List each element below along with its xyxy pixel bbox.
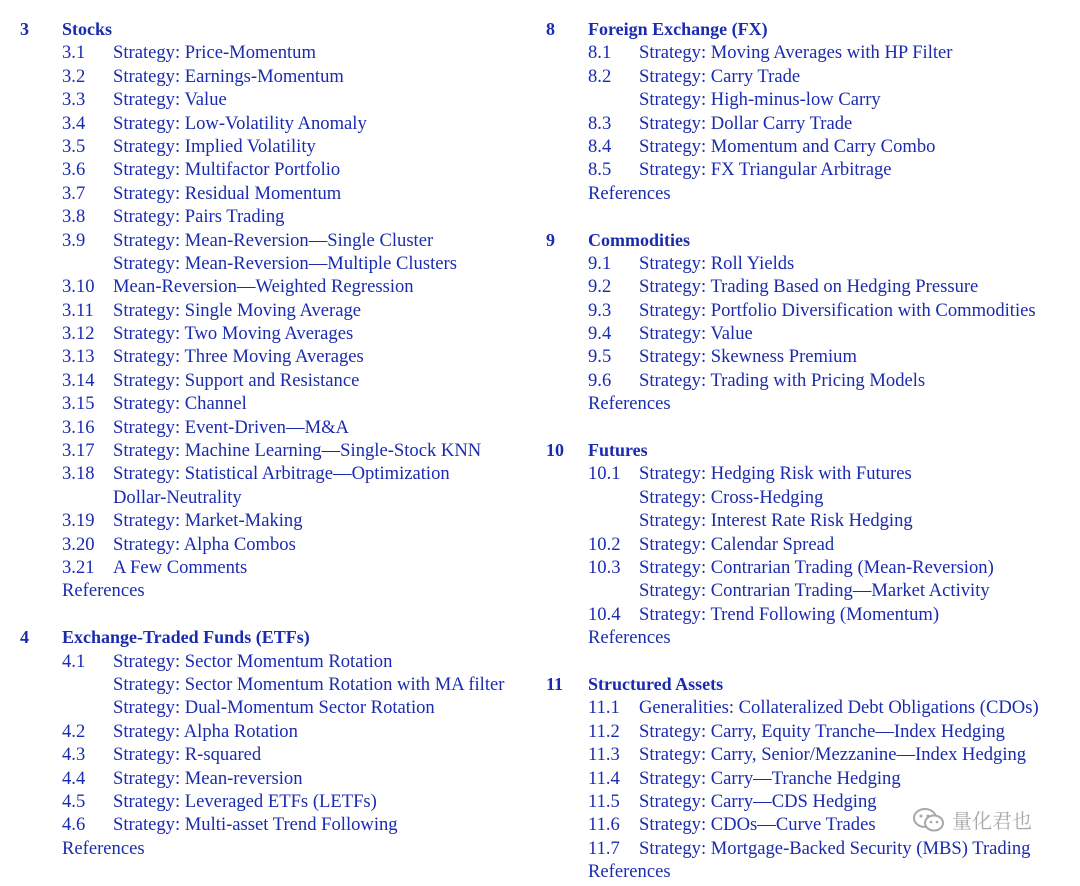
- entry-title: Strategy: Value: [639, 323, 753, 345]
- entry-number: 3.18: [62, 463, 95, 485]
- toc-entry[interactable]: [546, 88, 1076, 111]
- chapter-9: [546, 229, 1076, 416]
- toc-entry[interactable]: [20, 275, 540, 298]
- entry-number: [62, 673, 113, 696]
- chapter-number: 8: [546, 19, 555, 39]
- entry-title: Strategy: Alpha Rotation: [113, 720, 298, 742]
- toc-entry[interactable]: [20, 299, 540, 322]
- entry-title: Strategy: Channel: [113, 393, 247, 415]
- entry-number: 8.3: [588, 112, 612, 134]
- entry-number: 3.7: [62, 182, 86, 204]
- toc-entry[interactable]: [20, 462, 540, 485]
- chapter-title: Structured Assets: [588, 673, 724, 694]
- toc-entry[interactable]: [20, 743, 540, 766]
- entry-number: 3.6: [62, 159, 86, 181]
- entry-title: Strategy: Roll Yields: [639, 252, 795, 274]
- entry-title: Strategy: Cross-Hedging: [639, 486, 824, 508]
- entry-number: 3.8: [62, 206, 86, 228]
- entry-number: [588, 579, 639, 602]
- references-link[interactable]: References: [588, 861, 671, 883]
- entry-number: [62, 696, 113, 719]
- toc-entry[interactable]: [546, 345, 1076, 368]
- toc-entry[interactable]: [20, 767, 540, 790]
- entry-title: Strategy: Mean-Reversion—Single Cluster: [113, 229, 434, 251]
- chapter-11: [546, 673, 1076, 884]
- toc-entry[interactable]: [20, 229, 540, 252]
- references-link[interactable]: References: [588, 393, 671, 415]
- entry-title: Strategy: FX Triangular Arbitrage: [639, 159, 892, 181]
- toc-entry[interactable]: [546, 696, 1076, 719]
- entry-number: 4.3: [62, 744, 86, 766]
- chapter-heading[interactable]: [20, 18, 540, 41]
- entry-title: Strategy: Sector Momentum Rotation with MA filter: [113, 673, 505, 695]
- entry-title: Strategy: CDOs—Curve Trades: [639, 814, 876, 836]
- toc-entry[interactable]: [546, 767, 1076, 790]
- toc-entry[interactable]: [20, 650, 540, 673]
- chapter-heading[interactable]: [20, 626, 540, 649]
- entry-number: 11.3: [588, 744, 620, 766]
- entry-title: Strategy: Hedging Risk with Futures: [639, 463, 912, 485]
- entry-title: Strategy: Carry, Senior/Mezzanine—Index Hedging: [639, 744, 1027, 766]
- chapter-heading[interactable]: [546, 18, 1076, 41]
- entry-title: Strategy: Single Moving Average: [113, 299, 362, 321]
- chapter-title: Foreign Exchange (FX): [588, 19, 768, 39]
- toc-entry[interactable]: [20, 112, 540, 135]
- toc-entry[interactable]: [20, 252, 540, 275]
- entry-title: Strategy: Mortgage-Backed Security (MBS) Trading: [639, 837, 1031, 859]
- toc-entry[interactable]: [20, 509, 540, 532]
- toc-entry[interactable]: [20, 65, 540, 88]
- entry-title: Strategy: Trading Based on Hedging Pressure: [639, 276, 979, 298]
- toc-entry[interactable]: [20, 205, 540, 228]
- toc-entry[interactable]: [546, 41, 1076, 64]
- toc-entry[interactable]: [20, 556, 540, 579]
- toc-entry[interactable]: [20, 158, 540, 181]
- entry-number: 9.3: [588, 299, 612, 321]
- entry-title: Strategy: Skewness Premium: [639, 346, 857, 368]
- toc-entry[interactable]: [546, 486, 1076, 509]
- entry-number: 3.16: [62, 416, 95, 438]
- entry-title: Strategy: Mean-reversion: [113, 767, 303, 789]
- toc-entry[interactable]: [546, 462, 1076, 485]
- entry-number: 9.6: [588, 369, 612, 391]
- entry-number: 4.5: [62, 790, 86, 812]
- toc-entry[interactable]: [20, 533, 540, 556]
- entry-title: A Few Comments: [113, 556, 248, 578]
- entry-title: Strategy: High-minus-low Carry: [639, 89, 881, 111]
- entry-title: Dollar-Neutrality: [113, 486, 242, 508]
- entry-title: Strategy: Multifactor Portfolio: [113, 159, 341, 181]
- entry-number: 11.5: [588, 790, 620, 812]
- entry-number: 3.5: [62, 135, 86, 157]
- entry-title: Strategy: Market-Making: [113, 510, 303, 532]
- toc-entry[interactable]: [20, 369, 540, 392]
- entry-number: 9.2: [588, 276, 612, 298]
- chapter-title: Exchange-Traded Funds (ETFs): [62, 627, 310, 648]
- chapter-title: Futures: [588, 440, 648, 461]
- entry-title: Strategy: Dollar Carry Trade: [639, 112, 853, 134]
- toc-entry[interactable]: [20, 182, 540, 205]
- entry-number: 8.4: [588, 135, 612, 157]
- entry-number: 10.1: [588, 463, 621, 485]
- references-link[interactable]: References: [62, 837, 145, 859]
- watermark-text: 量化君也: [952, 809, 1032, 833]
- entry-number: 3.14: [62, 369, 95, 391]
- toc-entry[interactable]: [20, 720, 540, 743]
- entry-title: Mean-Reversion—Weighted Regression: [113, 276, 414, 298]
- toc-entry[interactable]: [546, 322, 1076, 345]
- entry-number: 3.19: [62, 510, 95, 532]
- entry-title: Strategy: Two Moving Averages: [113, 323, 354, 345]
- entry-number: [62, 486, 113, 509]
- chapter-4: [20, 626, 540, 860]
- entry-number: 11.1: [588, 697, 620, 719]
- entry-number: 3.3: [62, 89, 86, 111]
- entry-title: Strategy: Mean-Reversion—Multiple Clusters: [113, 252, 457, 274]
- entry-title: Strategy: Calendar Spread: [639, 533, 835, 555]
- entry-number: 3.21: [62, 556, 95, 578]
- toc-entry[interactable]: [20, 790, 540, 813]
- entry-title: Strategy: Carry Trade: [639, 65, 801, 87]
- entry-title: Strategy: Earnings-Momentum: [113, 65, 344, 87]
- entry-number: 9.5: [588, 346, 612, 368]
- entry-number: 4.4: [62, 767, 86, 789]
- entry-title: Strategy: Support and Resistance: [113, 369, 360, 391]
- toc-entry[interactable]: [546, 252, 1076, 275]
- entry-title: Strategy: Machine Learning—Single-Stock KNN: [113, 440, 482, 462]
- toc-entry[interactable]: [20, 416, 540, 439]
- entry-number: 3.15: [62, 393, 95, 415]
- chapter-heading[interactable]: [546, 229, 1076, 252]
- entry-title: Strategy: Implied Volatility: [113, 135, 316, 157]
- entry-number: 10.2: [588, 533, 621, 555]
- entry-number: 11.4: [588, 767, 620, 789]
- toc-entry[interactable]: [546, 743, 1076, 766]
- toc-entry[interactable]: [546, 556, 1076, 579]
- toc-entry[interactable]: [546, 509, 1076, 532]
- entry-number: 10.4: [588, 603, 621, 625]
- entry-title: Strategy: Price-Momentum: [113, 42, 316, 64]
- entry-title: Strategy: R-squared: [113, 744, 262, 766]
- entry-number: [588, 509, 639, 532]
- chapter-number: 11: [546, 673, 564, 694]
- entry-number: 11.2: [588, 720, 620, 742]
- left-column: [20, 18, 540, 860]
- references-link[interactable]: References: [588, 627, 671, 649]
- chapter-number: 9: [546, 229, 555, 250]
- entry-title: Strategy: Moving Averages with HP Filter: [639, 42, 953, 64]
- entry-title: Strategy: Residual Momentum: [113, 182, 342, 204]
- toc-entry[interactable]: [20, 392, 540, 415]
- toc-entry[interactable]: [20, 88, 540, 111]
- entry-title: Strategy: Carry, Equity Tranche—Index Hedging: [639, 720, 1005, 742]
- entry-title: Strategy: Alpha Combos: [113, 533, 296, 555]
- entry-number: 3.9: [62, 229, 86, 251]
- entry-number: 3.10: [62, 276, 95, 298]
- chapter-heading[interactable]: [546, 673, 1076, 696]
- entry-title: Strategy: Trend Following (Momentum): [639, 603, 940, 625]
- toc-entry[interactable]: [546, 369, 1076, 392]
- chapter-number: 3: [20, 19, 29, 39]
- toc-entry[interactable]: [20, 41, 540, 64]
- toc-entry[interactable]: [546, 720, 1076, 743]
- entry-number: 3.12: [62, 323, 95, 345]
- entry-title: Strategy: Portfolio Diversification with Commodities: [639, 299, 1036, 321]
- entry-number: 9.1: [588, 252, 612, 274]
- chapter-10: [546, 439, 1076, 650]
- entry-title: Generalities: Collateralized Debt Obligations (CDOs): [639, 697, 1039, 719]
- entry-number: 9.4: [588, 323, 612, 345]
- toc-entry[interactable]: [546, 533, 1076, 556]
- entry-title: Strategy: Low-Volatility Anomaly: [113, 112, 367, 134]
- wechat-icon: [912, 807, 946, 833]
- toc-entry[interactable]: [20, 135, 540, 158]
- entry-number: 4.2: [62, 720, 86, 742]
- entry-number: 8.1: [588, 42, 612, 64]
- toc-entry[interactable]: [546, 112, 1076, 135]
- entry-title: Strategy: Leveraged ETFs (LETFs): [113, 790, 377, 812]
- entry-number: 10.3: [588, 556, 621, 578]
- toc-entry[interactable]: [20, 673, 540, 696]
- entry-number: 3.2: [62, 65, 86, 87]
- entry-title: Strategy: Sector Momentum Rotation: [113, 650, 393, 672]
- entry-title: Strategy: Event-Driven—M&A: [113, 416, 349, 438]
- entry-title: Strategy: Multi-asset Trend Following: [113, 814, 398, 836]
- entry-number: 8.5: [588, 159, 612, 181]
- chapter-number: 10: [546, 440, 564, 461]
- entry-number: 3.17: [62, 440, 95, 462]
- entry-title: Strategy: Value: [113, 89, 227, 111]
- toc-entry[interactable]: [546, 65, 1076, 88]
- toc-entry[interactable]: [546, 837, 1076, 860]
- entry-title: Strategy: Carry—Tranche Hedging: [639, 767, 901, 789]
- right-column: [546, 18, 1076, 883]
- entry-number: 4.1: [62, 650, 86, 672]
- chapter-heading[interactable]: [546, 439, 1076, 462]
- toc-entry[interactable]: [20, 345, 540, 368]
- entry-title: Strategy: Dual-Momentum Sector Rotation: [113, 697, 435, 719]
- entry-number: 8.2: [588, 65, 612, 87]
- toc-entry[interactable]: [546, 579, 1076, 602]
- toc-entry[interactable]: [20, 813, 540, 836]
- chapter-title: Commodities: [588, 229, 690, 250]
- watermark: [912, 805, 1032, 834]
- entry-number: 3.4: [62, 112, 86, 134]
- chapter-8: [546, 18, 1076, 205]
- chapter-3: [20, 18, 540, 603]
- toc-entry[interactable]: [546, 299, 1076, 322]
- references-link[interactable]: References: [62, 580, 145, 602]
- entry-title: Strategy: Three Moving Averages: [113, 346, 364, 368]
- entry-number: [62, 252, 113, 275]
- chapter-title: Stocks: [62, 19, 113, 39]
- entry-title: Strategy: Carry—CDS Hedging: [639, 790, 877, 812]
- entry-number: 4.6: [62, 814, 86, 836]
- entry-number: 3.13: [62, 346, 95, 368]
- entry-title: Strategy: Contrarian Trading (Mean-Reversion): [639, 556, 994, 578]
- toc-entry[interactable]: [546, 158, 1076, 181]
- toc-entry[interactable]: [546, 275, 1076, 298]
- entry-title: Strategy: Contrarian Trading—Market Activity: [639, 580, 990, 602]
- entry-number: 3.20: [62, 533, 95, 555]
- toc-entry[interactable]: [20, 486, 540, 509]
- toc-entry[interactable]: [546, 135, 1076, 158]
- entry-number: [588, 88, 639, 111]
- entry-title: Strategy: Trading with Pricing Models: [639, 369, 926, 391]
- entry-number: 11.7: [588, 837, 620, 859]
- toc-entry[interactable]: [20, 439, 540, 462]
- entry-title: Strategy: Statistical Arbitrage—Optimization: [113, 463, 450, 485]
- toc-entry[interactable]: [20, 696, 540, 719]
- entry-title: Strategy: Momentum and Carry Combo: [639, 135, 936, 157]
- entry-title: Strategy: Interest Rate Risk Hedging: [639, 510, 913, 532]
- entry-number: [588, 486, 639, 509]
- entry-number: 3.11: [62, 299, 94, 321]
- chapter-number: 4: [20, 627, 29, 648]
- toc-entry[interactable]: [20, 322, 540, 345]
- entry-number: 11.6: [588, 814, 620, 836]
- entry-number: 3.1: [62, 42, 86, 64]
- toc-entry[interactable]: [546, 603, 1076, 626]
- references-link[interactable]: References: [588, 182, 671, 204]
- entry-title: Strategy: Pairs Trading: [113, 206, 285, 228]
